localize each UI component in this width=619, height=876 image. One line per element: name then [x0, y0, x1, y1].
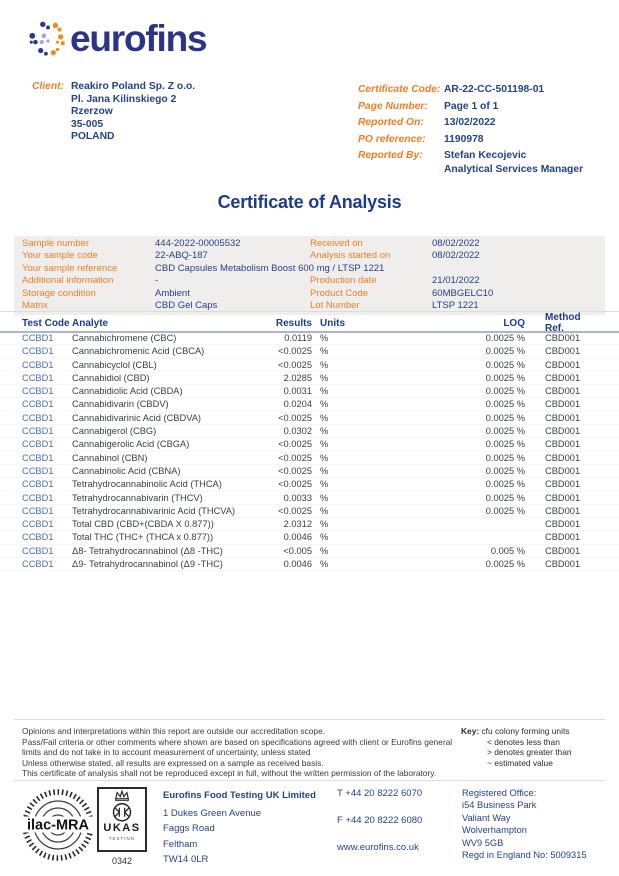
- sample-info-label: Production date: [310, 275, 377, 287]
- header-results: Results: [275, 317, 312, 329]
- header-method-ref: Method Ref.: [545, 312, 581, 334]
- cell-analyte: Tetrahydrocannabinolic Acid (THCA): [72, 479, 222, 490]
- cell-analyte: Cannabigerol (CBG): [72, 426, 157, 437]
- table-row: [0, 345, 619, 358]
- cell-results: 0.0204: [283, 399, 312, 410]
- cell-loq: 0.0025 %: [485, 426, 525, 437]
- cell-units: %: [320, 452, 329, 463]
- meta-label: PO reference:: [358, 133, 426, 145]
- phone-f: F +44 20 8222 6080: [337, 815, 423, 826]
- cell-results: 0.0046: [283, 532, 312, 543]
- cell-analyte: Total CBD (CBD+(CBDA X 0.877)): [72, 519, 214, 530]
- cell-test-code: CCBD1: [22, 559, 54, 570]
- cell-units: %: [320, 532, 329, 543]
- cell-method-ref: CBD001: [545, 412, 581, 423]
- company-address-line: Feltham: [163, 838, 198, 850]
- key-text: cfu colony forming units: [481, 726, 570, 736]
- cell-units: %: [320, 559, 329, 570]
- certificate-meta: [358, 82, 544, 165]
- table-row: [0, 372, 619, 385]
- cell-test-code: CCBD1: [22, 439, 54, 450]
- key-items: [487, 737, 572, 769]
- cell-method-ref: CBD001: [545, 452, 581, 463]
- cell-loq: 0.0025 %: [485, 465, 525, 476]
- registered-office-line: Valiant Way: [462, 812, 511, 823]
- cell-test-code: CCBD1: [22, 372, 54, 383]
- cell-loq: [342, 518, 525, 530]
- sample-info-value: 60MBGELC10: [432, 287, 494, 299]
- cell-method-ref: CBD001: [545, 532, 581, 543]
- table-row: [0, 492, 619, 505]
- sample-info-value: 08/02/2022: [432, 238, 480, 249]
- cell-units: %: [320, 505, 329, 516]
- cell-loq: 0.0025 %: [485, 439, 525, 450]
- cell-loq: 0.0025 %: [485, 333, 525, 343]
- meta-value: 1190978: [444, 133, 484, 145]
- cell-loq: 0.0025 %: [485, 479, 525, 490]
- ukas-number: 0342: [111, 856, 133, 866]
- eurofins-logo-icon: [28, 18, 66, 60]
- disclaimer-line: Unless otherwise stated, all results are expressed on a sample as received basis.: [22, 757, 324, 768]
- cell-results: <0.0025: [278, 505, 312, 516]
- cell-analyte: Cannabichromenic Acid (CBCA): [72, 346, 205, 357]
- meta-value: AR-22-CC-501198-01: [444, 84, 545, 95]
- phone-t: T +44 20 8222 6070: [337, 788, 423, 799]
- cell-results: 0.0033: [283, 492, 312, 503]
- table-row: [0, 558, 619, 571]
- registered-office-line: Wolverhampton: [462, 825, 527, 836]
- cell-analyte: Total THC (THC+ (THCA x 0.877)): [72, 532, 214, 543]
- cell-method-ref: CBD001: [545, 465, 581, 476]
- ukas-logo: [97, 787, 147, 852]
- cell-analyte: Δ8- Tetrahydrocannabinol (Δ8 -THC): [72, 545, 223, 556]
- cell-method-ref: CBD001: [545, 479, 581, 490]
- client-label: Client:: [32, 81, 65, 92]
- cell-test-code: CCBD1: [22, 465, 54, 476]
- sample-info-panel: [14, 236, 605, 315]
- ilac-mra-icon: [20, 787, 96, 863]
- meta-value: Page 1 of 1: [444, 100, 499, 112]
- cell-method-ref: CBD001: [545, 505, 581, 516]
- cell-results: <0.0025: [278, 346, 312, 357]
- cell-units: %: [320, 346, 329, 357]
- header-loq: LOQ: [503, 317, 525, 329]
- cell-method-ref: CBD001: [545, 439, 581, 450]
- cell-method-ref: CBD001: [545, 545, 581, 556]
- ukas-text: UKAS: [103, 822, 141, 834]
- cell-units: %: [320, 359, 329, 370]
- sample-info-value: CBD Gel Caps: [155, 300, 218, 312]
- cell-test-code: CCBD1: [22, 505, 54, 516]
- cell-test-code: CCBD1: [22, 479, 54, 490]
- page-title: Certificate of Analysis: [217, 192, 402, 212]
- cell-method-ref: CBD001: [545, 333, 581, 343]
- cell-analyte: Cannabigerolic Acid (CBGA): [72, 439, 190, 450]
- cell-analyte: Cannabinolic Acid (CBNA): [72, 465, 181, 476]
- cell-units: %: [320, 412, 329, 423]
- eurofins-logo-text: eurofins: [70, 18, 207, 59]
- header-test-code: Test Code: [22, 317, 70, 329]
- cell-loq: 0.0025 %: [485, 372, 525, 383]
- company-address-line: Faggs Road: [163, 823, 215, 834]
- cell-method-ref: CBD001: [545, 426, 581, 437]
- table-row: [0, 438, 619, 451]
- meta-label: Certificate Code:: [358, 84, 441, 95]
- cell-analyte: Cannabicyclol (CBL): [72, 359, 157, 370]
- sample-info-label: Lot Number: [310, 300, 360, 312]
- cell-units: %: [320, 545, 329, 556]
- eurofins-logo: [28, 18, 206, 60]
- cell-test-code: CCBD1: [22, 545, 54, 556]
- key-item: < denotes less than: [487, 736, 560, 747]
- cell-method-ref: CBD001: [545, 372, 581, 383]
- cell-results: 2.0285: [283, 372, 312, 383]
- cell-results: 0.0119: [284, 333, 312, 343]
- cell-test-code: CCBD1: [22, 386, 54, 397]
- sample-info-row: [14, 288, 605, 300]
- company-name: Eurofins Food Testing UK Limited: [163, 790, 316, 801]
- cell-method-ref: CBD001: [545, 519, 581, 530]
- sample-info-row: [14, 263, 605, 275]
- disclaimer-line: Opinions and interpretations within this report are outside our accreditation scope.: [22, 726, 326, 736]
- cell-units: %: [320, 519, 329, 530]
- registered-office-line: WV9 5GB: [462, 837, 504, 848]
- cell-results: <0.0025: [278, 439, 312, 450]
- sample-info-label: Additional information: [22, 275, 114, 287]
- client-address-line: 35-005: [71, 118, 104, 130]
- ilac-mra-text: ilac-MRA: [26, 817, 90, 834]
- cell-loq: 0.0025 %: [485, 359, 525, 370]
- key-item: ~ estimated value: [487, 757, 553, 768]
- cell-results: 2.0312: [283, 519, 312, 530]
- cell-results: <0.0025: [278, 412, 312, 423]
- sample-info-label: Sample number: [22, 238, 90, 249]
- cell-loq: 0.0025 %: [485, 399, 525, 410]
- client-address-line: Rzerzow: [71, 106, 113, 118]
- divider: [14, 780, 605, 781]
- cell-loq: 0.0025 %: [485, 412, 525, 423]
- sample-info-value: 21/01/2022: [432, 275, 480, 287]
- sample-info-label: Storage condition: [22, 287, 96, 299]
- cell-method-ref: CBD001: [545, 386, 581, 397]
- registered-office-block: [462, 787, 587, 861]
- table-row: [0, 412, 619, 425]
- cell-test-code: CCBD1: [22, 452, 54, 463]
- cell-loq: 0.0025 %: [485, 452, 525, 463]
- header-analyte: Analyte: [72, 317, 109, 329]
- cell-test-code: CCBD1: [22, 412, 54, 423]
- disclaimer-text: [22, 726, 464, 779]
- cell-units: %: [320, 386, 329, 397]
- meta-label: Page Number:: [358, 100, 428, 112]
- cell-units: %: [320, 465, 329, 476]
- website-link[interactable]: www.eurofins.co.uk: [337, 842, 419, 853]
- cell-units: %: [320, 439, 329, 450]
- disclaimer-line: Pass/Fail criteria or other comments where shown are based on specifications agreed with client or Eurofins general limits and do not take in to account measurement of uncertainty, unless stated: [22, 736, 453, 757]
- sample-info-label: Your sample code: [22, 250, 98, 262]
- key-label: Key:: [461, 726, 480, 736]
- cell-test-code: CCBD1: [22, 492, 54, 503]
- cell-loq: 0.0025 %: [485, 386, 525, 397]
- cell-test-code: CCBD1: [22, 333, 54, 343]
- sample-info-row: [14, 238, 605, 250]
- cell-units: %: [320, 399, 329, 410]
- divider: [14, 719, 605, 720]
- table-row: [0, 545, 619, 558]
- contact-block: [337, 788, 422, 869]
- sample-info-row: [14, 275, 605, 287]
- cell-analyte: Tetrahydrocannabivarin (THCV): [72, 492, 203, 503]
- ilac-mra-logo: [20, 787, 96, 868]
- table-row: [0, 398, 619, 411]
- sample-info-value: -: [155, 275, 159, 287]
- cell-method-ref: CBD001: [545, 359, 581, 370]
- company-block: [163, 788, 316, 868]
- cell-units: %: [320, 426, 329, 437]
- cell-analyte: Cannabichromene (CBC): [72, 333, 177, 343]
- cell-results: 0.0302: [283, 426, 312, 437]
- cell-test-code: CCBD1: [22, 346, 54, 357]
- cell-analyte: Tetrahydrocannabivarinic Acid (THCVA): [72, 505, 236, 516]
- table-row: [0, 452, 619, 465]
- header-units: Units: [320, 317, 345, 329]
- table-row: [0, 385, 619, 398]
- cell-results: <0.005: [283, 545, 312, 556]
- cell-units: %: [320, 479, 329, 490]
- sample-info-label: Your sample reference: [22, 262, 118, 274]
- results-table-header: [0, 311, 619, 333]
- cell-results: <0.0025: [278, 359, 312, 370]
- sample-info-value: 444-2022-00005532: [155, 238, 241, 249]
- registered-office-line: Registered Office:: [462, 788, 537, 798]
- sample-info-value: 22-ABQ-187: [155, 250, 208, 262]
- cell-method-ref: CBD001: [545, 492, 581, 503]
- meta-label: Reported By:: [358, 150, 423, 162]
- cell-analyte: Δ9- Tetrahydrocannabinol (Δ9 -THC): [72, 559, 223, 570]
- cell-test-code: CCBD1: [22, 519, 54, 530]
- cell-results: 0.0046: [283, 559, 312, 570]
- client-address-line: Pl. Jana Kilinskiego 2: [71, 93, 177, 105]
- cell-analyte: Cannabidivarinic Acid (CBDVA): [72, 412, 202, 423]
- sample-info-label: Analysis started on: [310, 250, 391, 262]
- cell-loq: [342, 531, 525, 543]
- cell-units: %: [320, 333, 329, 343]
- cell-loq: 0.0025 %: [485, 492, 525, 503]
- cell-method-ref: CBD001: [545, 399, 581, 410]
- client-address: [71, 81, 195, 144]
- cell-results: <0.0025: [278, 452, 312, 463]
- table-row: [0, 505, 619, 518]
- sample-info-value: 08/02/2022: [432, 250, 480, 262]
- cell-method-ref: CBD001: [545, 346, 581, 357]
- sample-info-value: Ambient: [155, 287, 190, 299]
- registered-office-line: Regd in England No: 5009315: [462, 850, 587, 861]
- cell-test-code: CCBD1: [22, 426, 54, 437]
- meta-value: Stefan Kecojevic: [444, 150, 527, 162]
- key-line: [461, 726, 572, 737]
- table-row: [0, 359, 619, 372]
- ukas-crest-icon: [104, 789, 140, 823]
- sample-info-row: [14, 250, 605, 262]
- results-table-body: [0, 332, 619, 571]
- sample-info-label: Matrix: [22, 300, 48, 312]
- cell-analyte: Cannabinol (CBN): [72, 452, 148, 463]
- meta-label: Reported On:: [358, 117, 424, 129]
- cell-loq: 0.0025 %: [485, 505, 525, 516]
- cell-units: %: [320, 372, 329, 383]
- sample-info-value: CBD Capsules Metabolism Boost 600 mg / LTSP 1221: [155, 262, 385, 274]
- sample-info-label: Product Code: [310, 287, 369, 299]
- ukas-sub-text: TESTING: [108, 835, 136, 841]
- cell-analyte: Cannabidivarin (CBDV): [72, 399, 169, 410]
- reported-by-title: Analytical Services Manager: [444, 164, 584, 175]
- client-address-line: POLAND: [71, 131, 115, 143]
- table-row: [0, 425, 619, 438]
- cell-test-code: CCBD1: [22, 399, 54, 410]
- company-address-line: TW14 0LR: [163, 854, 209, 865]
- legend-key: [461, 726, 572, 768]
- table-row: [0, 332, 619, 345]
- cell-test-code: CCBD1: [22, 359, 54, 370]
- cell-method-ref: CBD001: [545, 559, 581, 570]
- cell-analyte: Cannabidiolic Acid (CBDA): [72, 386, 183, 397]
- table-row: [0, 531, 619, 544]
- registered-office-line: i54 Business Park: [462, 800, 537, 811]
- cell-results: 0.0031: [283, 386, 312, 397]
- key-item: > denotes greater than: [487, 747, 572, 757]
- table-row: [0, 465, 619, 478]
- cell-loq: 0.0025 %: [485, 346, 525, 357]
- cell-results: <0.0025: [278, 465, 312, 476]
- table-row: [0, 518, 619, 531]
- cell-loq: 0.005 %: [490, 545, 525, 556]
- cell-units: %: [320, 492, 329, 503]
- client-address-line: Reakiro Poland Sp. Z o.o.: [71, 81, 196, 92]
- sample-info-value: LTSP 1221: [432, 300, 479, 312]
- meta-value: 13/02/2022: [444, 117, 496, 129]
- cell-results: <0.0025: [278, 479, 312, 490]
- cell-test-code: CCBD1: [22, 532, 54, 543]
- company-address-line: 1 Dukes Green Avenue: [163, 807, 262, 819]
- sample-info-label: Received on: [310, 238, 363, 249]
- cell-analyte: Cannabidiol (CBD): [72, 372, 150, 383]
- disclaimer-line: This certificate of analysis shall not be reproduced except in full, without the written permission of the laboratory.: [22, 768, 437, 778]
- table-row: [0, 478, 619, 491]
- cell-loq: 0.0025 %: [485, 559, 525, 570]
